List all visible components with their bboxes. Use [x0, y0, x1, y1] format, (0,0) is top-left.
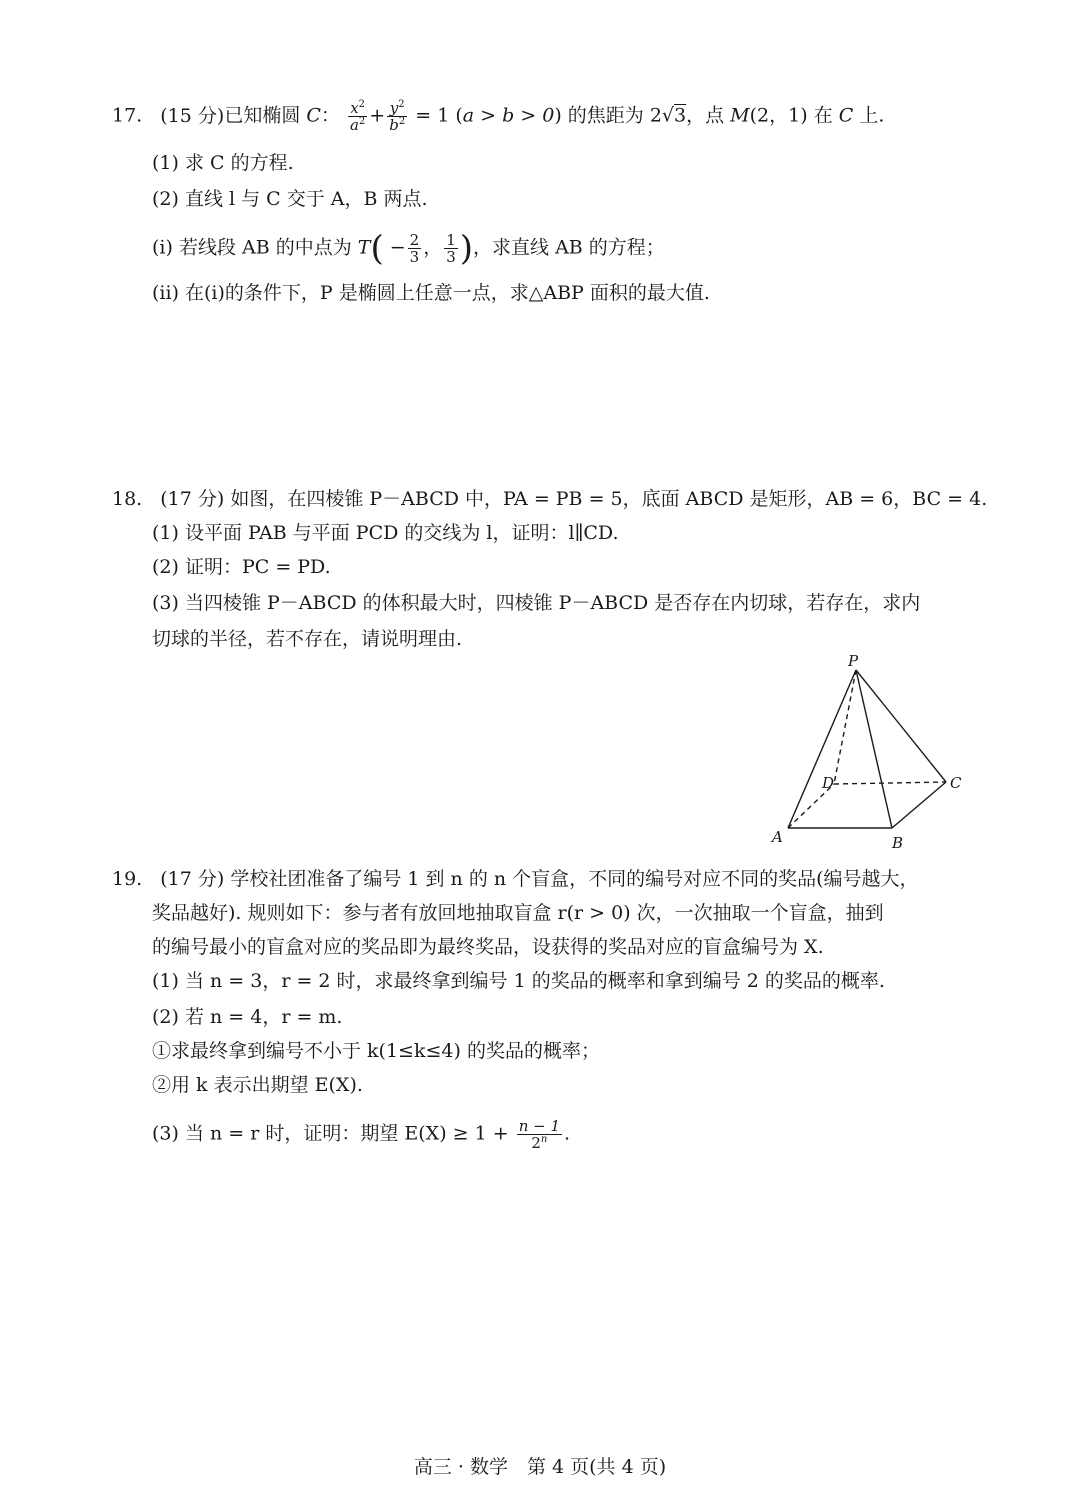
q19-part2: (2) 若 n = 4，r = m.: [152, 1006, 343, 1028]
q17-on: 在: [807, 104, 839, 127]
q18-stem: (17 分) 如图，在四棱锥 P－ABCD 中，PA = PB = 5，底面 ABCD 是矩形，AB = 6，BC = 4.: [160, 488, 988, 510]
q19-stem-c: 的编号最小的盲盒对应的奖品即为最终奖品，设获得的奖品对应的盲盒编号为 X.: [152, 936, 824, 958]
edge-PC: [856, 670, 946, 782]
q19-stem-a: (17 分) 学校社团准备了编号 1 到 n 的 n 个盲盒，不同的编号对应不同的奖品(编号越大，: [160, 868, 919, 890]
q19-stem-b: 奖品越好). 规则如下：参与者有放回地抽取盲盒 r(r > 0) 次，一次抽取一个盲盒，抽到: [152, 902, 884, 924]
q17-score: (15 分): [160, 104, 225, 127]
q17-part2-i: (i) 若线段 AB 的中点为 T( − $\frac{2}{3}$ ， $\frac{1}{3}$ )，求直线 AB 的方程；: [152, 228, 665, 269]
q19-stem-line-a: [112, 866, 919, 892]
q17-point-label: ，点: [686, 104, 731, 127]
label-D: D: [822, 774, 835, 792]
q17-x-fraction: $\frac{x^2}{a^2}$: [349, 99, 366, 134]
q17-sqrt: √3: [661, 104, 687, 127]
q18-part3-b: 切球的半径，若不存在，请说明理由.: [152, 628, 463, 650]
q17-coords: (2，1): [749, 104, 808, 127]
q17-frac-1-3: $\frac{1}{3}$: [446, 231, 456, 266]
label-C: C: [950, 774, 962, 792]
q17-eq-rest: = 1 (: [409, 104, 463, 127]
q17-colon: ：: [320, 104, 340, 127]
q18-part1: (1) 设平面 PAB 与平面 PCD 的交线为 l，证明：l∥CD.: [152, 522, 619, 544]
pyramid-figure: [760, 650, 980, 855]
q19-p3-fraction: $\frac{n - 1}{2^n}$: [518, 1117, 561, 1152]
q17-point-M: M: [730, 104, 750, 127]
q19-p3-end: .: [564, 1122, 571, 1145]
q17-stem-end: 上.: [853, 104, 885, 127]
page-footer: 高三 · 数学 第 4 页(共 4 页): [413, 1456, 667, 1478]
q19-part3: [152, 1118, 570, 1151]
q19-part2-1: ①求最终拿到编号不小于 k(1≤k≤4) 的奖品的概率；: [152, 1040, 600, 1062]
edge-PA: [788, 670, 856, 828]
label-B: B: [892, 834, 904, 852]
q17-p2i-tail: ，求直线 AB 的方程；: [473, 236, 665, 259]
q17-focal: ) 的焦距为 2: [554, 104, 662, 127]
q18-part3-a: (3) 当四棱锥 P－ABCD 的体积最大时，四棱锥 P－ABCD 是否存在内切球，若存在，求内: [152, 592, 921, 614]
label-P: P: [848, 652, 859, 670]
q17-condition: a > b > 0: [462, 104, 555, 127]
q17-part1: (1) 求 C 的方程.: [152, 152, 294, 174]
q19-part1: (1) 当 n = 3，r = 2 时，求最终拿到编号 1 的奖品的概率和拿到编号 2 的奖品的概率.: [152, 970, 885, 992]
edge-PD: [834, 670, 856, 784]
q17-point-T: T: [357, 236, 371, 259]
q17-stem: 17. (15 分)已知椭圆 C： $\frac{x^2}{a^2}$ + $\frac{y^2}{b^2}$ = 1 (a > b > 0) 的焦距为 2√3，点 M(2，1) 在 C 上.: [112, 99, 885, 134]
label-A: A: [772, 828, 783, 846]
q17-p2i-text: (i) 若线段 AB 的中点为: [152, 236, 358, 259]
q17-part2: (2) 直线 l 与 C 交于 A，B 两点.: [152, 188, 428, 210]
q18-number: 18.: [112, 488, 143, 510]
q19-part2-2: ②用 k 表示出期望 E(X).: [152, 1074, 363, 1096]
q17-curve-name: C: [306, 104, 321, 127]
q18-part2: (2) 证明：PC = PD.: [152, 556, 331, 578]
edge-BC: [892, 782, 946, 828]
q17-number: 17.: [112, 104, 143, 127]
q17-curve-name-2: C: [838, 104, 854, 127]
q17-part2-ii: (ii) 在(i)的条件下，P 是椭圆上任意一点，求△ABP 面积的最大值.: [152, 282, 710, 304]
q17-frac-2-3: $\frac{2}{3}$: [409, 231, 420, 266]
edge-PB: [856, 670, 892, 828]
edge-DC: [834, 782, 946, 784]
q17-y-fraction: $\frac{y^2}{b^2}$: [389, 99, 406, 134]
q18-stem-line: [112, 486, 987, 512]
q19-number: 19.: [112, 868, 143, 890]
q19-p3-text: (3) 当 n = r 时，证明：期望 E(X) ≥ 1 +: [152, 1122, 515, 1145]
q17-stem-text: 已知椭圆: [224, 104, 307, 127]
